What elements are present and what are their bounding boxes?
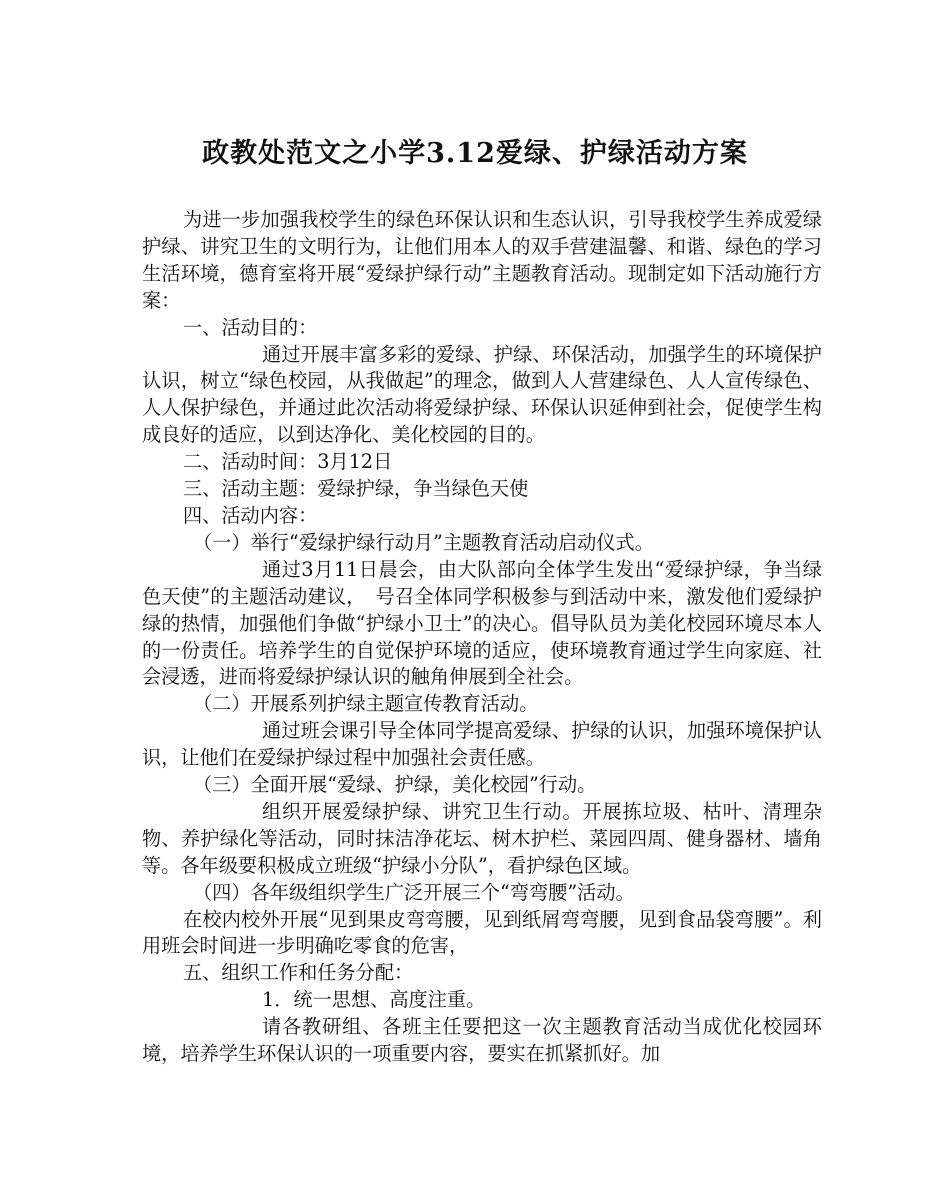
section-heading-purpose: 一、活动目的：	[183, 315, 318, 339]
section-heading-time: 二、活动时间：3月12日	[183, 450, 393, 474]
subsection-heading-4: （四）各年级组织学生广泛开展三个“弯弯腰”活动。	[193, 880, 635, 904]
section-heading-organization: 五、组织工作和任务分配：	[183, 961, 414, 985]
subsection-heading-1: （一）举行“爱绿护绿行动月”主题教育活动启动仪式。	[193, 530, 654, 554]
organization-item-1: 1．统一思想、高度注重。	[262, 988, 486, 1012]
subsection-heading-2: （二）开展系列护绿主题宣传教育活动。	[193, 692, 539, 716]
document-title: 政教处范文之小学3.12爱绿、护绿活动方案	[202, 138, 748, 169]
organization-paragraph-1: 请各教研组、各班主任要把这一次主题教育活动当成优化校园环境，培养学生环保认识的一项重要内容，要实在抓紧抓好。加	[142, 1015, 822, 1066]
subsection-paragraph-4: 在校内校外开展“见到果皮弯弯腰，见到纸屑弯弯腰，见到食品袋弯腰”。利用班会时间进一步明确吃零食的危害，	[142, 907, 822, 958]
subsection-heading-3: （三）全面开展“爱绿、护绿，美化校园”行动。	[193, 773, 597, 797]
subsection-paragraph-1: 通过3月11日晨会，由大队部向全体学生发出“爱绿护绿，争当绿色天使”的主题活动建议， 号召全体同学积极参与到活动中来，激发他们爱绿护绿的热情，加强他们争做“护绿小卫士”的决心。倡导队员为美化校园环境尽本人的一份责任。培养学生的自觉保护环境的适应，使环境教育通过学生向家庭、社会浸透，进而将爱绿护绿认识的触角伸展到全社会。	[142, 557, 822, 689]
subsection-paragraph-2: 通过班会课引导全体同学提高爱绿、护绿的认识，加强环境保护认识，让他们在爱绿护绿过程中加强社会责任感。	[142, 719, 822, 770]
document-body	[142, 207, 822, 1068]
section-heading-theme: 三、活动主题：爱绿护绿，争当绿色天使	[183, 477, 529, 501]
subsection-paragraph-3: 组织开展爱绿护绿、讲究卫生行动。开展拣垃圾、枯叶、清理杂物、养护绿化等活动，同时抹洁净花坛、树木护栏、菜园四周、健身器材、墙角等。各年级要积极成立班级“护绿小分队”，看护绿色区域。	[142, 799, 822, 877]
purpose-paragraph: 通过开展丰富多彩的爱绿、护绿、环保活动，加强学生的环境保护认识，树立“绿色校园，从我做起”的理念，做到人人营建绿色、人人宣传绿色、人人保护绿色，并通过此次活动将爱绿护绿、环保认识延伸到社会，促使学生构成良好的适应，以到达净化、美化校园的目的。	[142, 342, 822, 447]
intro-paragraph: 为进一步加强我校学生的绿色环保认识和生态认识，引导我校学生养成爱绿护绿、讲究卫生的文明行为，让他们用本人的双手营建温馨、和谐、绿色的学习生活环境，德育室将开展“爱绿护绿行动”主题教育活动。现制定如下活动施行方案：	[142, 208, 822, 312]
section-heading-content: 四、活动内容：	[183, 503, 318, 527]
